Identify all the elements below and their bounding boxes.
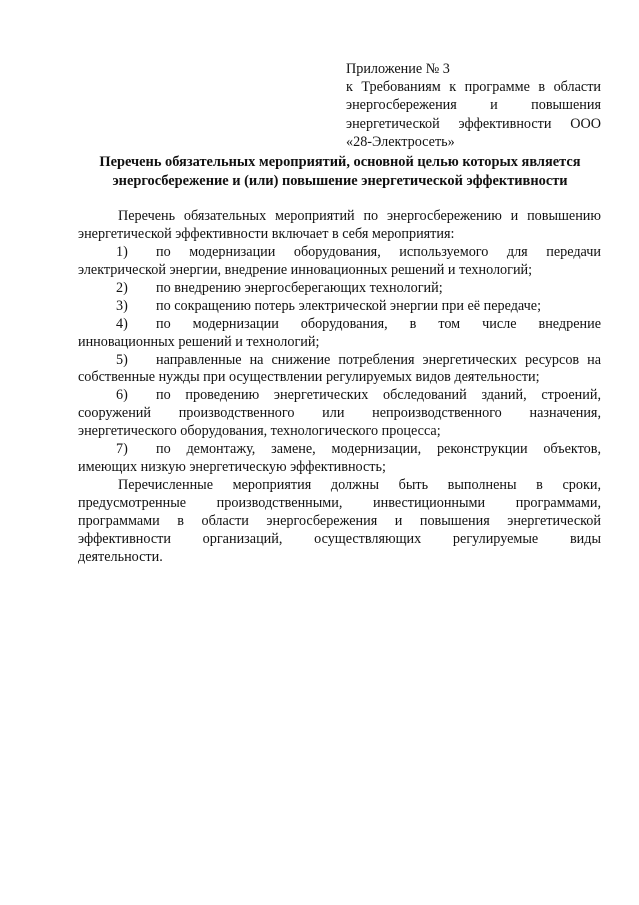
title-line: энергосбережение и (или) повышение энергетической эффективности [112, 172, 568, 189]
list-item [78, 244, 601, 262]
list-item-text: по модернизации оборудования, в том числе внедрение [156, 315, 601, 332]
measures-list [78, 244, 601, 477]
document-body [78, 208, 601, 567]
list-item-continuation: сооружений производственного или непроизводственного назначения, [78, 405, 601, 422]
list-item-number: 4) [116, 315, 128, 332]
list-item [78, 316, 601, 334]
list-item-number: 2) [116, 279, 128, 296]
list-item-text: направленные на снижение потребления энергетических ресурсов на [156, 351, 601, 368]
list-item-number: 3) [116, 297, 128, 314]
appendix-text-line: энергетической эффективности ООО [346, 115, 601, 132]
list-item-text: по внедрению энергосберегающих технологий; [156, 279, 443, 296]
title-line: Перечень обязательных мероприятий, основной целью которых является [99, 154, 581, 170]
list-item-continuation: энергетического оборудования, технологического процесса; [78, 423, 441, 440]
appendix-header [346, 60, 601, 151]
list-item [78, 352, 601, 370]
closing-line: Перечисленные мероприятия должны быть выполнены в сроки, [118, 477, 601, 494]
list-item-continuation: электрической энергии, внедрение инновационных решений и технологий; [78, 261, 533, 278]
list-item-text: по сокращению потерь электрической энергии при её передаче; [156, 297, 542, 314]
list-item [78, 387, 601, 405]
list-item-number: 7) [116, 441, 128, 458]
appendix-company: «28-Электросеть» [346, 133, 455, 150]
list-item [78, 298, 601, 316]
list-item-text: по модернизации оборудования, используемого для передачи [156, 243, 601, 260]
list-item-number: 5) [116, 351, 128, 368]
closing-line: предусмотренные производственными, инвестиционными программами, [78, 495, 601, 511]
document-title [70, 153, 610, 190]
appendix-number: Приложение № 3 [346, 61, 450, 77]
list-item-text: по проведению энергетических обследований зданий, строений, [156, 387, 601, 404]
list-item-text: по демонтажу, замене, модернизации, реконструкции объектов, [156, 441, 601, 458]
list-item-continuation: имеющих низкую энергетическую эффективность; [78, 459, 386, 476]
list-item-continuation: собственные нужды при осуществлении регулируемых видов деятельности; [78, 369, 540, 386]
closing-line: эффективности организаций, осуществляющих регулируемые виды [78, 530, 601, 547]
closing-line: программами в области энергосбережения и повышения энергетической [78, 512, 601, 529]
list-item-number: 1) [116, 243, 128, 260]
list-item [78, 441, 601, 459]
intro-line: энергетической эффективности включает в себя мероприятия: [78, 225, 455, 242]
list-item-number: 6) [116, 387, 128, 404]
appendix-text-line: к Требованиям к программе в области [346, 79, 601, 96]
list-item [78, 280, 601, 298]
intro-line: Перечень обязательных мероприятий по энергосбережению и повышению [118, 208, 601, 224]
appendix-text-line: энергосбережения и повышения [346, 97, 601, 114]
list-item-continuation: инновационных решений и технологий; [78, 333, 320, 350]
closing-line: деятельности. [78, 548, 163, 565]
